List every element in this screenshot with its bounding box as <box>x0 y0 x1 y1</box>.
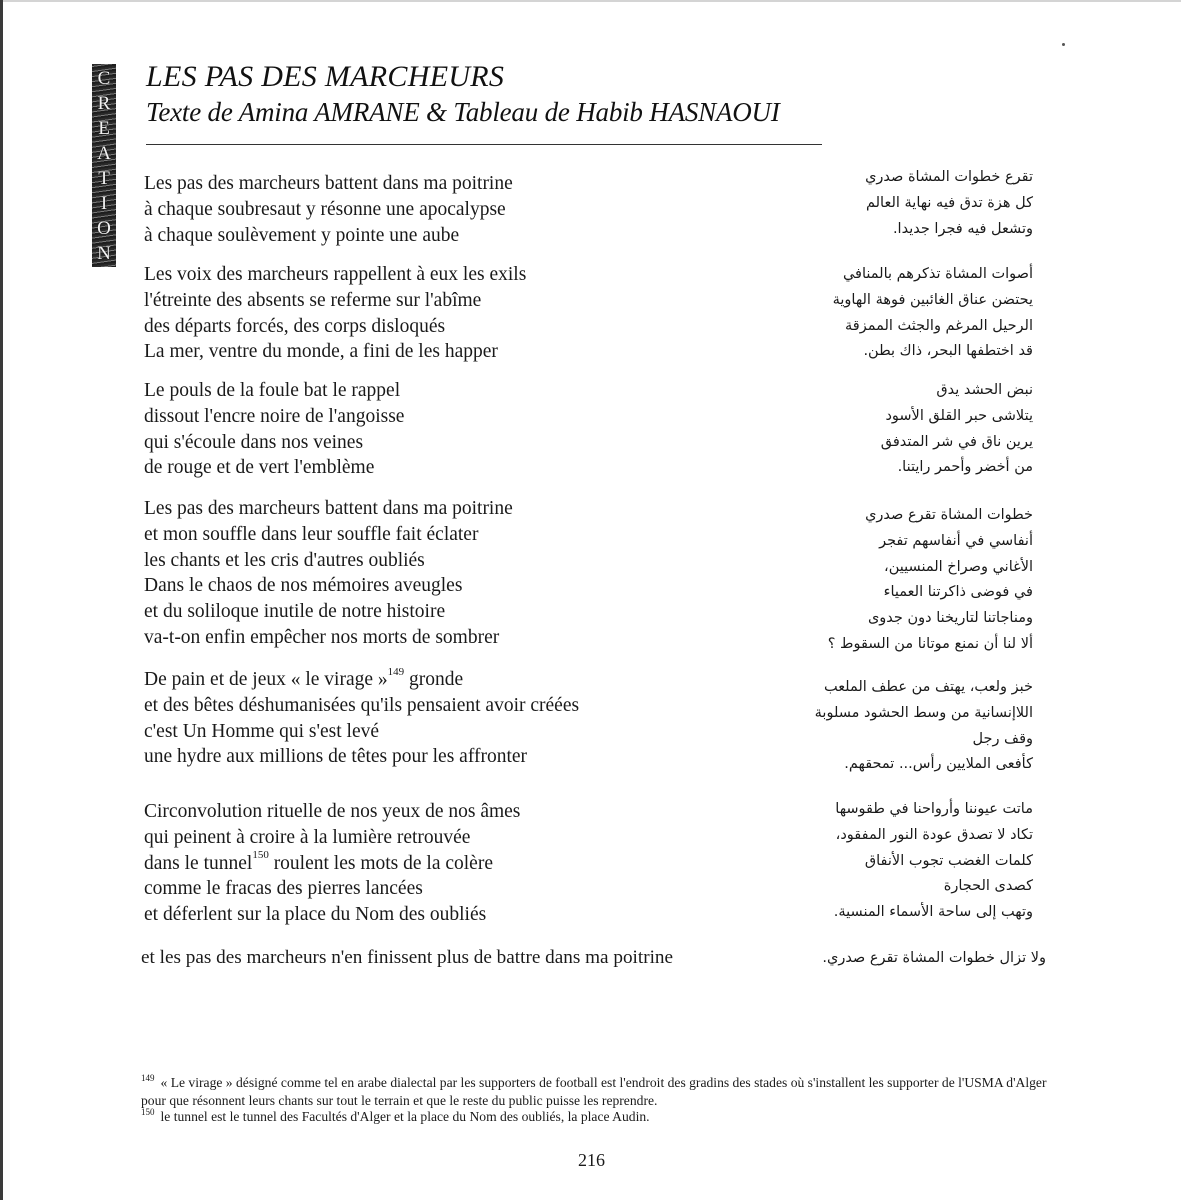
stanza-fr-1 <box>144 171 764 248</box>
stanza-ar-3 <box>733 378 1033 481</box>
footnote-ref-150[interactable]: 150 <box>252 849 269 862</box>
verse-line-ar: وقف رجل <box>972 730 1033 747</box>
verse-line-ar: أصوات المشاة تذكرهم بالمنافي <box>842 266 1033 282</box>
verse-line-ar: وتهب إلى ساحة الأسماء المنسية. <box>833 904 1033 921</box>
verse-line-ar: قد اختطفها البحر، ذاك بطن. <box>863 343 1033 360</box>
footnote-149 <box>141 1075 1051 1109</box>
stanza-ar-6 <box>733 797 1033 926</box>
verse-line: Les pas des marcheurs battent dans ma poitrine <box>144 498 513 519</box>
stanza-ar-1 <box>733 165 1033 242</box>
verse-line: c'est Un Homme qui s'est levé <box>144 720 380 742</box>
stanza-ar-2 <box>733 262 1033 365</box>
stanza-fr-5 <box>144 667 764 770</box>
verse-line-ar: كصدى الحجارة <box>943 878 1033 895</box>
verse-line-ar: وتشعل فيه فجرا جديدا. <box>892 220 1033 237</box>
verse-line: Les pas des marcheurs battent dans ma poitrine <box>144 173 513 194</box>
verse-line-ar: يرين ناق في شر المتدفق <box>880 433 1033 450</box>
verse-line: comme le fracas des pierres lancées <box>144 878 423 900</box>
verse-line-ar: كأفعى الملايين رأس... تمحقهم. <box>844 756 1033 773</box>
verse-line-ar: كل هزة تدق فيه نهاية العالم <box>865 194 1033 211</box>
section-tab-letter: O <box>97 218 111 239</box>
section-tab-letter: A <box>97 143 111 164</box>
page-left-edge <box>0 0 3 1200</box>
verse-line-ar: يتلاشى حبر القلق الأسود <box>885 407 1033 424</box>
verse-line-ar: ولا تزال خطوات المشاة تقرع صدري. <box>822 950 1046 966</box>
stanza-fr-7 <box>141 945 761 971</box>
stanza-ar-4 <box>733 503 1033 658</box>
stanza-fr-4 <box>144 496 764 651</box>
verse-line-ar: اللاإنسانية من وسط الحشود مسلوبة <box>814 704 1033 721</box>
section-tab-letter: I <box>100 193 108 214</box>
verse-line: et déferlent sur la place du Nom des oubliés <box>144 904 487 926</box>
verse-line: les chants et les cris d'autres oubliés <box>144 549 425 571</box>
footnote-text: le tunnel est le tunnel des Facultés d'Alger et la place du Nom des oubliés, la place Audin. <box>160 1109 650 1124</box>
verse-line: et des bêtes déshumanisées qu'ils pensaient avoir créées <box>144 694 580 716</box>
verse-line: de rouge et de vert l'emblème <box>144 457 375 479</box>
poem-credits: Texte de Amina AMRANE & Tableau de Habib HASNAOUI <box>146 97 780 127</box>
verse-line: à chaque soubresaut y résonne une apocalypse <box>144 198 506 220</box>
verse-text: De pain et de jeux « le virage » <box>144 669 388 690</box>
verse-line-ar: ومناجاتنا لتاريخنا دون جدوى <box>867 610 1033 627</box>
verse-line: qui peinent à croire à la lumière retrouvée <box>144 826 471 848</box>
verse-line-ar: تكاد لا تصدق عودة النور المفقود، <box>835 826 1033 843</box>
verse-text: gronde <box>404 669 464 690</box>
verse-line: Dans le chaos de nos mémoires aveugles <box>144 575 463 597</box>
verse-line-ar: تقرع خطوات المشاة صدري <box>865 169 1033 185</box>
verse-line-ar: خطوات المشاة تقرع صدري <box>865 507 1033 523</box>
stanza-fr-3 <box>144 378 764 481</box>
verse-line <box>144 851 764 877</box>
header-divider <box>146 144 822 145</box>
footnotes <box>141 1075 1051 1127</box>
verse-line-ar: يحتضن عناق الغائبين فوهة الهاوية <box>832 291 1033 308</box>
verse-line: qui s'écoule dans nos veines <box>144 431 364 453</box>
verse-text: roulent les mots de la colère <box>268 852 493 874</box>
verse-line: La mer, ventre du monde, a fini de les happer <box>144 341 498 363</box>
verse-line-ar: الرحيل المرغم والجثث الممزقة <box>845 317 1033 334</box>
verse-line-ar: في فوضى ذاكرتنا العمياء <box>883 584 1033 601</box>
section-tab-letter: N <box>97 243 111 264</box>
stanza-fr-6 <box>144 799 764 928</box>
verse-line: Les voix des marcheurs rappellent à eux les exils <box>144 264 527 285</box>
section-tab-letter: C <box>97 68 111 89</box>
scan-speck <box>1062 43 1065 46</box>
footnote-number: 149 <box>141 1073 155 1083</box>
poem-title: LES PAS DES MARCHEURS <box>146 60 505 93</box>
verse-line: Circonvolution rituelle de nos yeux de nos âmes <box>144 801 521 822</box>
verse-line-ar: الأغاني وصراخ المنسيين، <box>884 558 1033 575</box>
verse-line-ar: خبز ولعب، يهتف من عطف الملعب <box>823 679 1033 695</box>
verse-line-ar: ماتت عيوننا وأرواحنا في طقوسها <box>835 801 1033 817</box>
section-tab-letter: R <box>97 93 111 114</box>
page-top-edge <box>0 0 1181 2</box>
verse-line: et mon souffle dans leur souffle fait éclater <box>144 523 479 545</box>
verse-line: et du soliloque inutile de notre histoire <box>144 601 446 623</box>
page-number: 216 <box>578 1150 605 1170</box>
verse-line: à chaque soulèvement y pointe une aube <box>144 224 460 246</box>
section-tab-creation <box>92 64 116 267</box>
verse-line-ar: ألا لنا أن نمنع موتانا من السقوط ؟ <box>827 635 1033 652</box>
verse-line-ar: كلمات الغضب تجوب الأنفاق <box>864 852 1033 869</box>
footnote-150 <box>141 1109 1051 1127</box>
verse-line-ar: من أخضر وأحمر رايتنا. <box>897 459 1033 476</box>
verse-line: dissout l'encre noire de l'angoisse <box>144 405 405 427</box>
stanza-ar-5 <box>733 675 1033 778</box>
verse-line: va-t-on enfin empêcher nos morts de sombrer <box>144 626 500 648</box>
verse-text: dans le tunnel <box>144 852 253 874</box>
verse-line <box>144 667 764 693</box>
footnote-text: « Le virage » désigné comme tel en arabe dialectal par les supporters de football est l'endroit des gradins des stades où s'installent les supporter de l'USMA d'Alger pour que résonnent leurs chants sur tout le terrain et que le reste du public puisse les reprendre. <box>141 1075 1047 1108</box>
stanza-fr-2 <box>144 262 764 365</box>
section-tab-letter: E <box>98 118 110 139</box>
verse-line-ar: نبض الحشد يدق <box>936 382 1033 398</box>
verse-line: et les pas des marcheurs n'en finissent plus de battre dans ma poitrine <box>141 947 674 968</box>
verse-line: une hydre aux millions de têtes pour les affronter <box>144 746 528 768</box>
verse-line: l'étreinte des absents se referme sur l'abîme <box>144 289 482 311</box>
verse-line: des départs forcés, des corps disloqués <box>144 315 446 337</box>
footnote-number: 150 <box>141 1107 155 1117</box>
stanza-ar-7 <box>746 946 1046 972</box>
verse-line: Le pouls de la foule bat le rappel <box>144 380 401 401</box>
footnote-ref-149[interactable]: 149 <box>387 665 405 678</box>
verse-line-ar: أنفاسي في أنفاسهم تفجر <box>879 532 1033 549</box>
section-tab-letter: T <box>98 168 110 189</box>
